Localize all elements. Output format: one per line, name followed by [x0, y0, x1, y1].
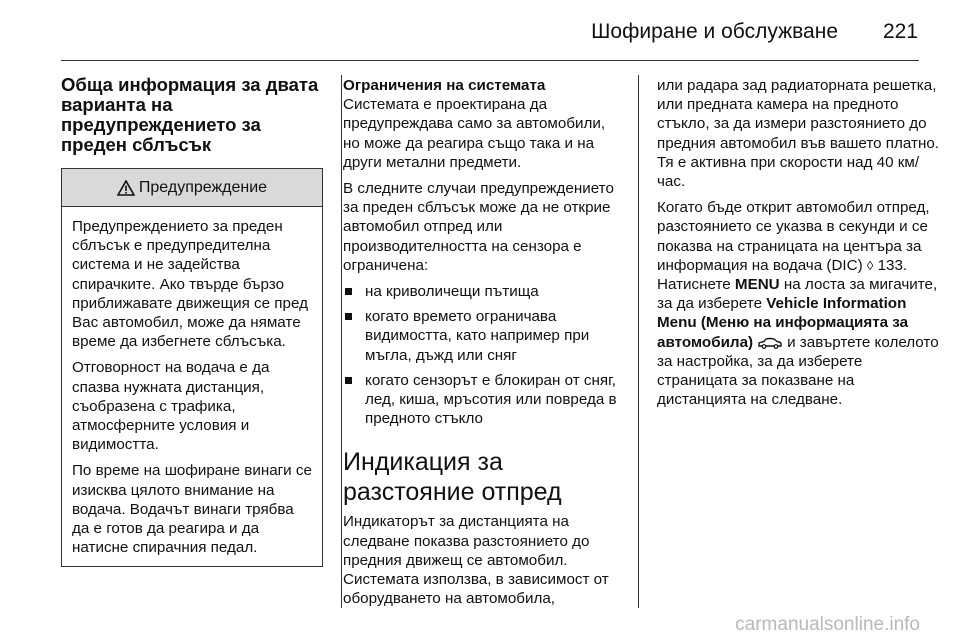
column-1 — [61, 75, 323, 567]
car-icon — [757, 337, 783, 349]
column-divider-1 — [341, 75, 342, 608]
header-divider — [61, 60, 919, 61]
warning-title: Предупреждение — [138, 178, 268, 196]
limits-text: Системата е проектирана да предупреждава само за автомобили, но може да реагира също така и на други метални предмети. — [343, 96, 606, 171]
dic-text-a: Когато бъде открит автомобил отпред, разстоянието се указва в секунди и се показва на страницата на центъра за информация на водача (DIC) — [657, 199, 930, 274]
dic-instructions — [657, 198, 939, 409]
warning-header — [62, 169, 322, 207]
distance-title: Индикация за разстояние отпред — [343, 448, 562, 507]
limits-list — [343, 282, 625, 428]
list-item: когато сензорът е блокиран от сняг, лед, киша, мръсотия или повреда в предното стъкло — [343, 371, 625, 429]
page-ref-icon: ◊ — [866, 257, 874, 273]
menu-label: MENU — [734, 276, 780, 294]
page-number: 221 — [882, 20, 918, 43]
distance-text-continued: или радара зад радиаторната решетка, или предната камера на предното стъкло, за да измери разстоянието до предния автомобил във вашето платно. Тя е активна при скорости над 40 км/час. — [657, 77, 939, 191]
limits-title: Ограничения на системата — [343, 77, 546, 94]
cases-intro: В следните случаи предупреждението за преден сблъсък може да не открие автомобил отпред или производителността на сензора е ограничена: — [343, 180, 614, 274]
watermark: carmanualsonline.info — [735, 614, 920, 635]
warning-paragraph: По време на шофиране винаги се изисква цялото внимание на водача. Водачът винаги трябва да е готов да реагира и да натисне спирачния педал. — [72, 462, 312, 557]
header-title: Шофиране и обслужване — [591, 20, 838, 43]
page-ref[interactable]: 133 — [877, 256, 903, 274]
section-title-general: Обща информация за двата варианта на предупреждението за преден сблъсък — [61, 74, 319, 155]
column-divider-2 — [638, 75, 639, 608]
warning-paragraph: Отговорност на водача е да спазва нужната дистанция, съобразена с трафика, атмосферните условия и видимостта. — [72, 359, 270, 454]
column-2 — [343, 76, 625, 615]
vehicle-info-menu-label: Vehicle Information Menu (Меню на информацията за автомобила) — [657, 295, 909, 351]
dic-text-b: . Натиснете — [657, 256, 908, 294]
warning-box — [61, 168, 323, 567]
dic-text-d: и завъртете колелото за настройка, за да изберете страницата за показване на дистанцията на следване. — [657, 333, 939, 409]
warning-paragraph: Предупреждението за преден сблъсък е предупредителна система и не задейства спирачките. Ако твърде бързо приближавате движещия се пред Вас автомобил, може да нямате време да избегнете сблъсъка. — [72, 218, 308, 351]
distance-text: Индикаторът за дистанцията на следване показва разстоянието до предния движещ се автомобил. Системата използва, в зависимост от оборудването на автомобила, — [343, 513, 609, 608]
column-3 — [657, 76, 939, 416]
list-item: на криволичещи пътища — [343, 282, 625, 301]
dic-text-c: на лоста за мигачите, за да изберете — [657, 276, 938, 313]
warning-triangle-icon — [117, 180, 135, 196]
list-item: когато времето ограничава видимостта, като например при мъгла, дъжд или сняг — [343, 307, 625, 365]
warning-body — [62, 207, 322, 566]
